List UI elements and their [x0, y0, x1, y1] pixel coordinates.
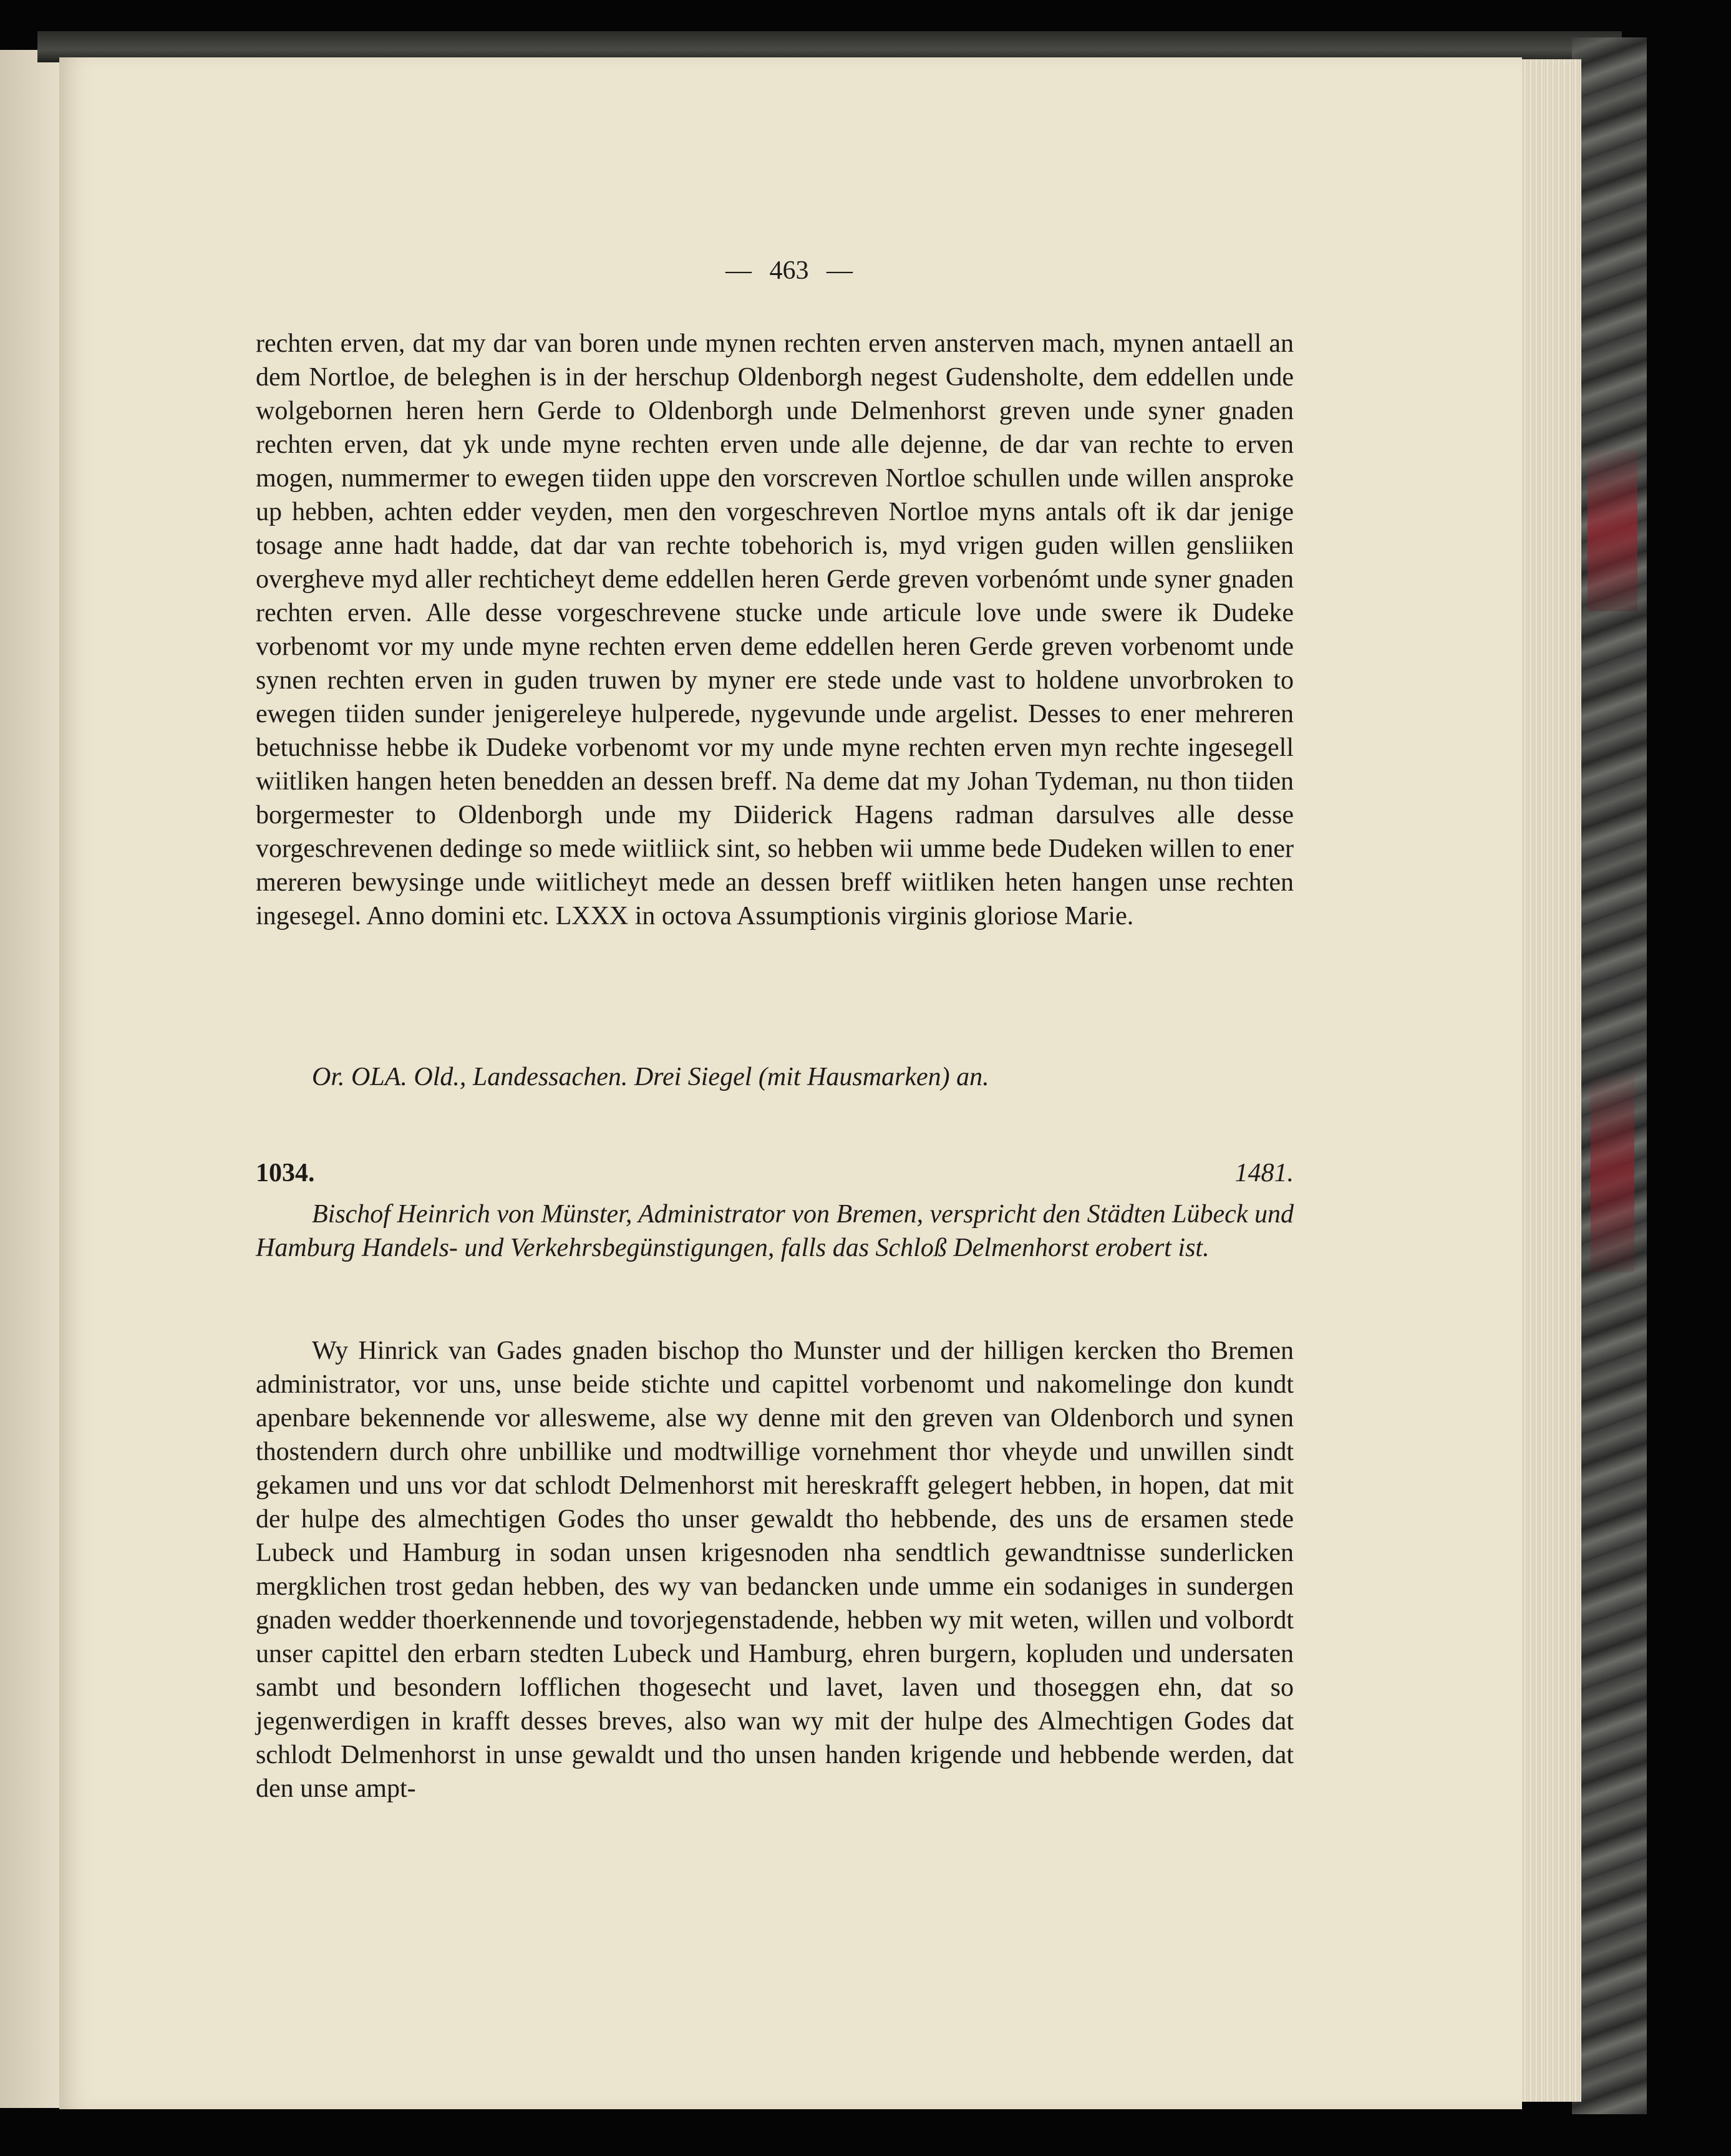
- document-1034-header: [256, 1158, 1294, 1193]
- document-1033-body: rechten erven, dat my dar van boren unde mynen rechten erven ansterven mach, mynen antaell an dem Nortloe, de beleghen is in der herschup Oldenborgh negest Gudensholte, dem eddellen unde wolgebornen heren hern Gerde to Oldenborgh unde Delmenhorst greven unde syner gnaden rechten erven, dat yk unde myne rechten erven unde alle dejenne, de dar van rechte to erven mogen, nummermer to ewegen tiiden uppe den vorscreven Nortloe schullen unde willen ansproke up hebben, achten edder veyden, men den vorgeschreven Nortloe myns antals oft ik dar jenige tosage anne hadt hadde, dat dar van rechte tobehorich is, myd vrigen guden willen gensliiken overgheve myd aller rechticheyt deme eddellen heren Gerde greven vorbenómt unde syner gnaden rechten erven. Alle desse vorgeschrevene stucke unde articule love unde swere ik Dudeke vorbenomt vor my unde myne rechten erven deme eddellen heren Gerde greven vorbenomt unde synen rechten erven in guden truwen by myner ere stede unde vast to holdene unvorbroken to ewegen tiiden sunder jenigereleye hulperede, nygevunde unde argelist. Desses to ener mehreren betuchnisse hebbe ik Dudeke vorbenomt vor my unde myne rechten erven myn rechte ingesegell wiitliken hangen heten benedden an dessen breff. Na deme dat my Johan Tydeman, nu thon tiiden borgermester to Oldenborgh unde my Diiderick Hagens radman darsulves alle desse vorgeschrevenen dedinge so mede wiitliick sint, so hebben wii umme bede Dudeken willen to ener mereren bewysinge unde wiitlicheyt mede an dessen breff wiitliken heten hangen unse rechten ingesegel. Anno domini etc. LXXX in octova Assumptionis virginis gloriose Marie.: [256, 329, 1294, 931]
- document-1033-text: [256, 327, 1294, 933]
- document-1034-body: Wy Hinrick van Gades gnaden bischop tho Munster und der hilligen kercken tho Bremen administrator, vor uns, unse beide stichte und capittel vorbenomt und nakomelinge don kundt apenbare bekennende vor allesweme, alse wy denne mit den greven van Oldenborch und synen thostendern durch ohre unbillike und modtwillige vornehment thor vheyde und unwillen sindt gekamen und uns vor dat schlodt Delmenhorst mit hereskrafft gelegert hebben, in hopen, dat mit der hulpe des almechtigen Godes tho unser gewaldt tho hebbende, des uns de ersamen stede Lubeck und Hamburg in sodan unsen krigesnoden nha sendtlich gewandtnisse sunderlicken mergklichen trost gedan hebben, des wy van bedancken unde umme ein sodaniges in sundergen gnaden wedder thoerkennende und tovorjegenstadende, hebben wy mit weten, willen und volbordt unser capittel den erbarn stedten Lubeck und Hamburg, ehren burgern, kopluden und undersaten sambt und besondern lofflichen thogesecht und lavet, laven und thoseggen ehn, dat so jegenwerdigen in krafft desses breves, also wan wy mit der hulpe des Almechtigen Godes dat schlodt Delmenhorst in unse gewaldt und tho unsen handen krigende und hebbende werden, dat den unse ampt-: [256, 1337, 1294, 1803]
- document-1033-source-note: Or. OLA. Old., Landessachen. Drei Siegel (mit Hausmarken) an.: [312, 1063, 989, 1091]
- document-1034-summary-text: Bischof Heinrich von Münster, Administrator von Bremen, verspricht den Städten Lübeck und Hamburg Handels- und Verkehrsbegünstigungen, falls das Schloß Delmenhorst erobert ist.: [256, 1200, 1294, 1262]
- document-year: 1481.: [1234, 1159, 1294, 1187]
- document-1034-text: [256, 1334, 1294, 1806]
- marbled-cover-red-vein: [1588, 449, 1637, 611]
- previous-page-edge: [0, 50, 62, 2108]
- document-number: 1034.: [256, 1159, 315, 1187]
- page-number: — 463 —: [725, 256, 853, 285]
- marbled-cover-red-vein: [1591, 1073, 1634, 1272]
- book-page: [59, 57, 1522, 2109]
- page-fore-edge: [1516, 59, 1581, 2102]
- document-1034-summary: [256, 1197, 1294, 1265]
